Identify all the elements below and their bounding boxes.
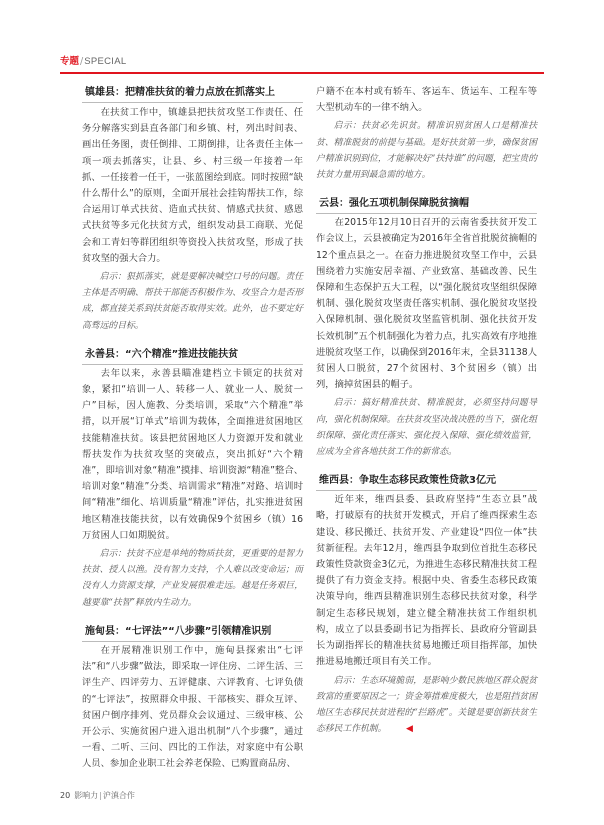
insight-note: 启示：扶贫必先识贫。精准识别贫困人口是精准扶贫、精准脱贫的前提与基础。是好扶贫第一步，确保贫困户精准识别到位，才能解决好“扶持谁”的问题，把宝贵的扶贫力量用到最急需的地方。: [316, 121, 537, 181]
section-heading-zhenxiong: 镇雄县：把精准扶贫的着力点放在抓落实上: [82, 84, 303, 101]
publication-subtitle: 沪滇合作: [102, 791, 135, 800]
body-paragraph: 在开展精准识别工作中，施甸县探索出“七评法”和“八步骤”做法，即采取一评住房、二评生活、三评生产、四评劳力、五评健康、六评教育、七评负债的“七评法”，按照群众申报、干部核实、群众互评、贫困户倒序排列、党员群众会议通过、三级审核、公开公示、实施贫困户进入退出机制“八个步骤”，通过一看、二听、三问、四比的工作法，对家庭中有公职人员、参加企业职工社会养老保险、已购置商品房、: [82, 644, 303, 770]
end-of-article-icon: ◀: [405, 724, 413, 735]
page-number: 20: [60, 791, 71, 800]
footer-separator: |: [99, 791, 102, 800]
body-paragraph: 去年以来，永善县瞄准建档立卡锁定的扶贫对象，紧扣“培训一人、转移一人、就业一人、脱贫一户”目标，因人施教、分类培训，采取“六个精准”举措，以开展“订单式”培训为载体，全面推进贫困地区技能精准扶贫。该县把贫困地区人力资源开发和就业帮扶发作为扶贫攻坚的突破点，突出抓好“六个精准”，即培训对象“精准”摸排、培训资源“精准”整合、培训对象“精准”分类、培训需求“精准”对路、培训时间“精准”细化、培训质量“精准”评估，扎实推进贫困地区精准技能扶贫，以有效确保9个贫困乡（镇）16万贫困人口如期脱贫。: [82, 367, 303, 541]
publication-name: 影响力: [74, 791, 99, 800]
left-column: [82, 84, 303, 773]
body-paragraph: 在2015年12月10日召开的云南省委扶贫开发工作会议上，云县被确定为2016年全省首批脱贫摘帽的12个重点县之一。在奋力推进脱贫攻坚工作中，云县围绕着力实施安居幸福、产业致富、基础改善、民生保障和生态保护五大工程，以“强化脱贫攻坚组织保障机制、强化脱贫攻坚责任落实机制、强化脱贫攻坚投入保障机制、强化脱贫攻坚监管机制、强化扶贫开发长效机制”五个机制强化为着力点，扎实高效有序地推进脱贫攻坚工作，以确保到2016年末，全县31138人贫困人口脱贫，27个贫困村、3个贫困乡（镇）出列，摘掉贫困县的帽子。: [316, 217, 537, 391]
right-column: [316, 84, 537, 737]
insight-note: 启示：扶贫不应是单纯的物质扶贫，更重要的是智力扶贫、授人以渔。没有智力支持，个人难以改变命运；而没有人力资源支撑，产业发展很难走远。越是任务艰巨，越要靠“扶智”释放内生动力。: [82, 549, 303, 608]
body-paragraph-continued: 户籍不在本村或有轿车、客运车、货运车、工程车等大型机动车的一律不纳入。: [316, 86, 537, 114]
body-paragraph: 近年来，维西县委、县政府坚持“生态立县”战略，打破原有的扶贫开发模式，开启了维西探索生态建设、移民搬迁、扶贫开发、产业建设“四位一体”扶贫新征程。去年12月，维西县争取到位首批生态移民政策性贷款资金3亿元，为推进生态移民精准扶贫工程提供了有力资金支持。根据中央、省委生态移民政策决策导向，维西县精准识别生态移民扶贫对象，科学制定生态移民规划，建立健全精准扶贫工作组织机构，成立了以县委副书记为指挥长、县政府分管副县长为副指挥长的精准扶贫易地搬迁项目指挥部，加快推进易地搬迁项目有关工作。: [316, 494, 537, 668]
header-rule: [60, 72, 544, 74]
insight-note: 启示：狠抓落实，就是要解决喊空口号的问题。责任主体是否明确、帮扶干部能否积极作为、攻坚合力是否形成，都直接关系到扶贫能否取得实效。此外，也不要定好高骛远的目标。: [82, 272, 303, 331]
section-name-en: SPECIAL: [84, 56, 127, 67]
section-heading-yongshan: 永善县：“六个精准”推进技能扶贫: [82, 346, 303, 363]
header-separator: /: [80, 56, 84, 67]
section-heading-weixi: 维西县：争取生态移民政策性贷款3亿元: [316, 472, 537, 489]
page-footer: [60, 790, 135, 802]
insight-note: [316, 673, 537, 738]
section-tag: 专题: [60, 56, 80, 67]
insight-note: 启示：搞好精准扶贫、精准脱贫，必须坚持问题导向，强化机制保障。在扶贫攻坚决战决胜的当下，强化组织保障、强化责任落实、强化投入保障、强化绩效监管，应成为全省各地扶贫工作的新常态。: [316, 398, 537, 458]
insight-note-text: 启示：生态环境脆弱，是影响少数民族地区群众脱贫致富的重要原因之一；资金筹措难度极大，也是阻挡贫困地区生态移民扶贫进程的“拦路虎”。关键是要创新扶贫生态移民工作机制。: [316, 675, 537, 735]
section-heading-yunxian: 云县：强化五项机制保障脱贫摘帽: [316, 195, 537, 212]
body-paragraph: 在扶贫工作中，镇雄县把扶贫攻坚工作责任、任务分解落实到县直各部门和乡镇、村，列出时间表、画出任务图，责任倒排、工期倒排，让各责任主体一项一项去抓落实，让县、乡、村三级一年接着一年抓、一任接着一任干，一张蓝图绘到底。同时按照“缺什么帮什么”的原则，全面开展社会挂钩帮扶工作，综合运用订单式扶贫、造血式扶贫、情感式扶贫、感恩式扶贫等多元化扶贫方式，组织发动县工商联、光促会和工青妇等群团组织等资投入扶贫攻坚，形成了扶贫攻坚的强大合力。: [82, 107, 303, 264]
section-header: [60, 55, 126, 69]
section-heading-shidian: 施甸县：“七评法”“八步骤”引领精准识别: [82, 623, 303, 640]
